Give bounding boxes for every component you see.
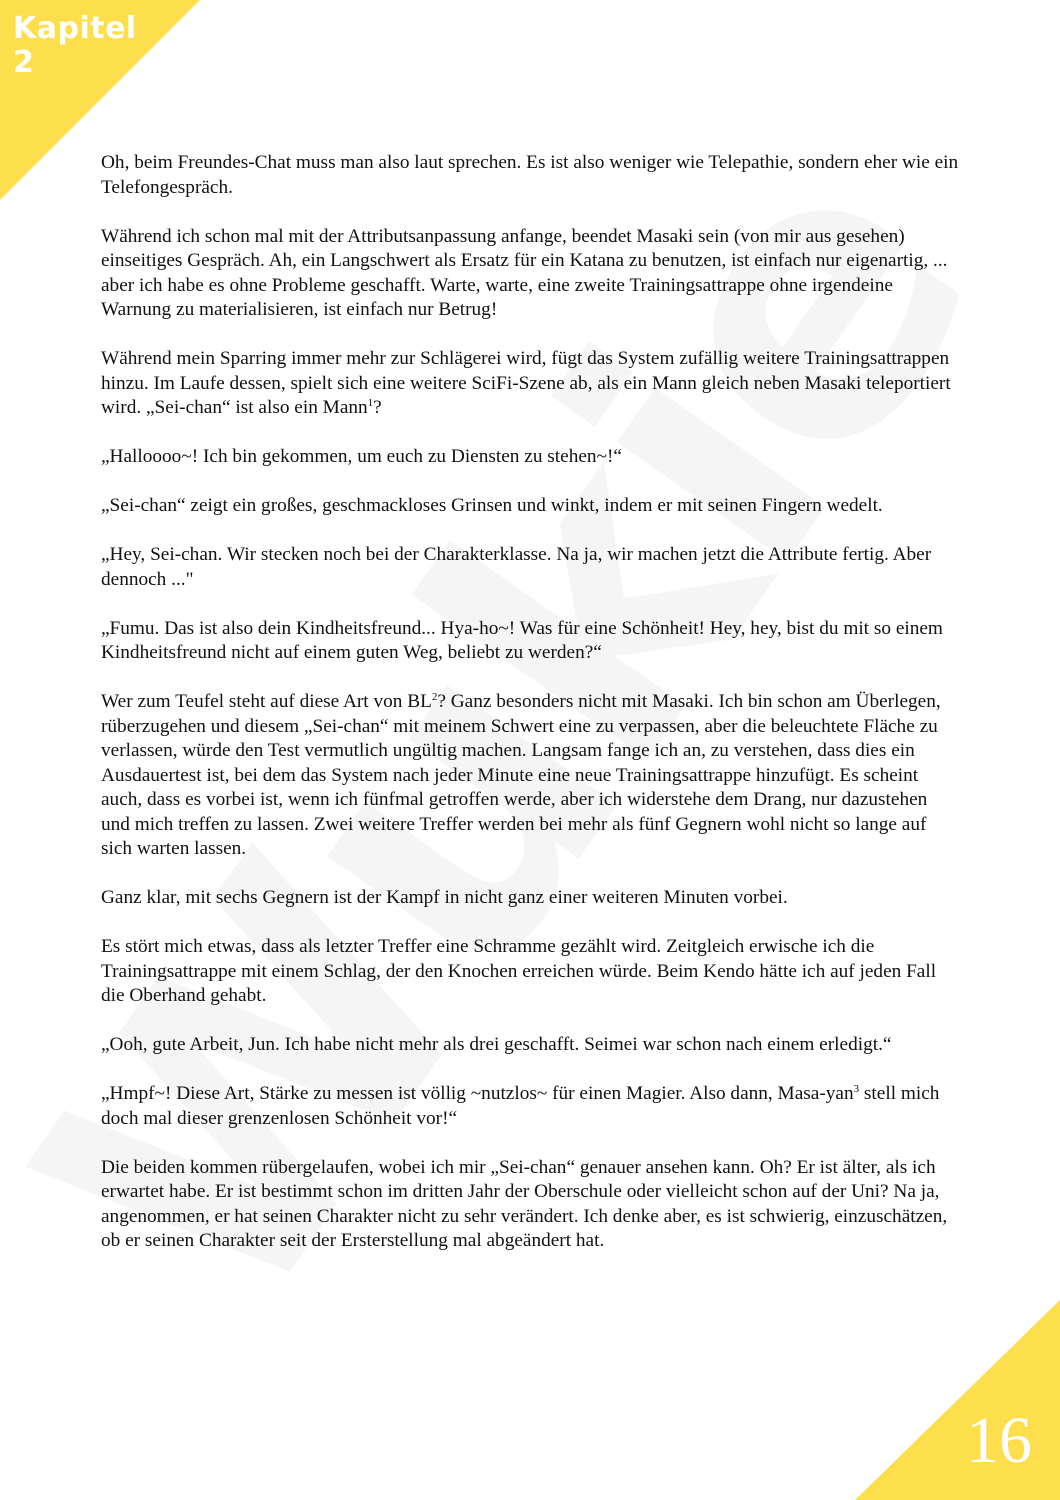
paragraph: Ganz klar, mit sechs Gegnern ist der Kampf in nicht ganz einer weiteren Minuten vorbei. (101, 887, 788, 908)
paragraph: Wer zum Teufel steht auf diese Art von $BL^2$? Ganz besonders nicht mit Masaki. Ich bin schon am Überlegen, rüberzugehen und diesem „Sei-chan“ mit meinem Schwert eine zu verpassen, aber die beleuchtete Fläche zu verlassen, würde den Test vermutlich ungültig machen. Langsam fange ich an, zu verstehen, dass dies ein Ausdauertest ist, bei dem das System nach jeder Minute eine neue Trainingsattrappe hinzufügt. Es scheint auch, dass es vorbei ist, wenn ich fünfmal getroffen werde, aber ich widerstehe dem Drang, nur dazustehen und mich treffen zu lassen. Zwei weitere Treffer werden bei mehr als fünf Gegnern wohl nicht so lange auf sich warten lassen. (101, 691, 941, 859)
paragraph: Oh, beim Freundes-Chat muss man also laut sprechen. Es ist also weniger wie Telepathie, sondern eher wie ein Telefongespräch. (101, 152, 959, 198)
paragraph: Während ich schon mal mit der Attributsanpassung anfange, beendet Masaki sein (von mir aus gesehen) einseitiges Gespräch. Ah, ein Langschwert als Ersatz für ein Katana zu benutzen, ist einfach nur eigenartig, ... aber ich habe es ohne Probleme geschafft. Warte, warte, eine zweite Trainingsattrappe ohne irgendeine Warnung zu materialisieren, ist einfach nur Betrug! (101, 225, 948, 320)
page-number: 16 (966, 1404, 1032, 1477)
story-text (101, 151, 961, 1278)
chapter-number: 2 (13, 45, 35, 80)
paragraph: Die beiden kommen rübergelaufen, wobei ich mir „Sei-chan“ genauer ansehen kann. Oh? Er ist älter, als ich erwartet habe. Er ist bestimmt schon im dritten Jahr der Oberschule oder vielleicht schon auf der Uni? Na ja, angenommen, er hat seinen Charakter nicht zu sehr verändert. Ich denke aber, es ist schwierig, einzuschätzen, ob er seinen Charakter seit der Ersterstellung mal abgeändert hat. (101, 1156, 948, 1251)
paragraph: „Sei-chan“ zeigt ein großes, geschmackloses Grinsen und winkt, indem er mit seinen Fingern wedelt. (101, 495, 883, 516)
paragraph: „Ooh, gute Arbeit, Jun. Ich habe nicht mehr als drei geschafft. Seimei war schon nach einem erledigt.“ (101, 1034, 892, 1055)
paragraph: Es stört mich etwas, dass als letzter Treffer eine Schramme gezählt wird. Zeitgleich erwische ich die Trainingsattrappe mit einem Schlag, der den Knochen erreichen würde. Beim Kendo hätte ich auf jeden Fall die Oberhand gehabt. (101, 936, 937, 1006)
chapter-word: Kapitel (13, 11, 137, 46)
paragraph: „Fumu. Das ist also dein Kindheitsfreund... Hya-ho~! Was für eine Schönheit! Hey, hey, bist du mit so einem Kindheitsfreund nicht auf einem guten Weg, beliebt zu werden?“ (101, 617, 943, 663)
paragraph: „Hey, Sei-chan. Wir stecken noch bei der Charakterklasse. Na ja, wir machen jetzt die Attribute fertig. Aber dennoch ..." (101, 544, 932, 590)
paragraph: „Halloooo~! Ich bin gekommen, um euch zu Diensten zu stehen~!“ (101, 446, 622, 467)
chapter-label (13, 12, 137, 80)
footnote-marker: 3 (853, 1083, 860, 1095)
paragraph: „Hmpf~! Diese Art, Stärke zu messen ist völlig ~nutzlos~ für einen Magier. Also dann, Masa-yan$^3$ stell mich doch mal dieser grenzenlosen Schönheit vor!“ (101, 1083, 940, 1129)
footnote-marker: 2 (431, 691, 438, 703)
paragraph: Während mein Sparring immer mehr zur Schlägerei wird, fügt das System zufällig weitere Trainingsattrappen hinzu. Im Laufe dessen, spielt sich eine weitere SciFi-Szene ab, als ein Mann gleich neben Masaki teleportiert wird. „Sei-chan“ ist also ein Mann$^1$? (101, 348, 951, 418)
footnote-marker: 1 (367, 397, 374, 409)
